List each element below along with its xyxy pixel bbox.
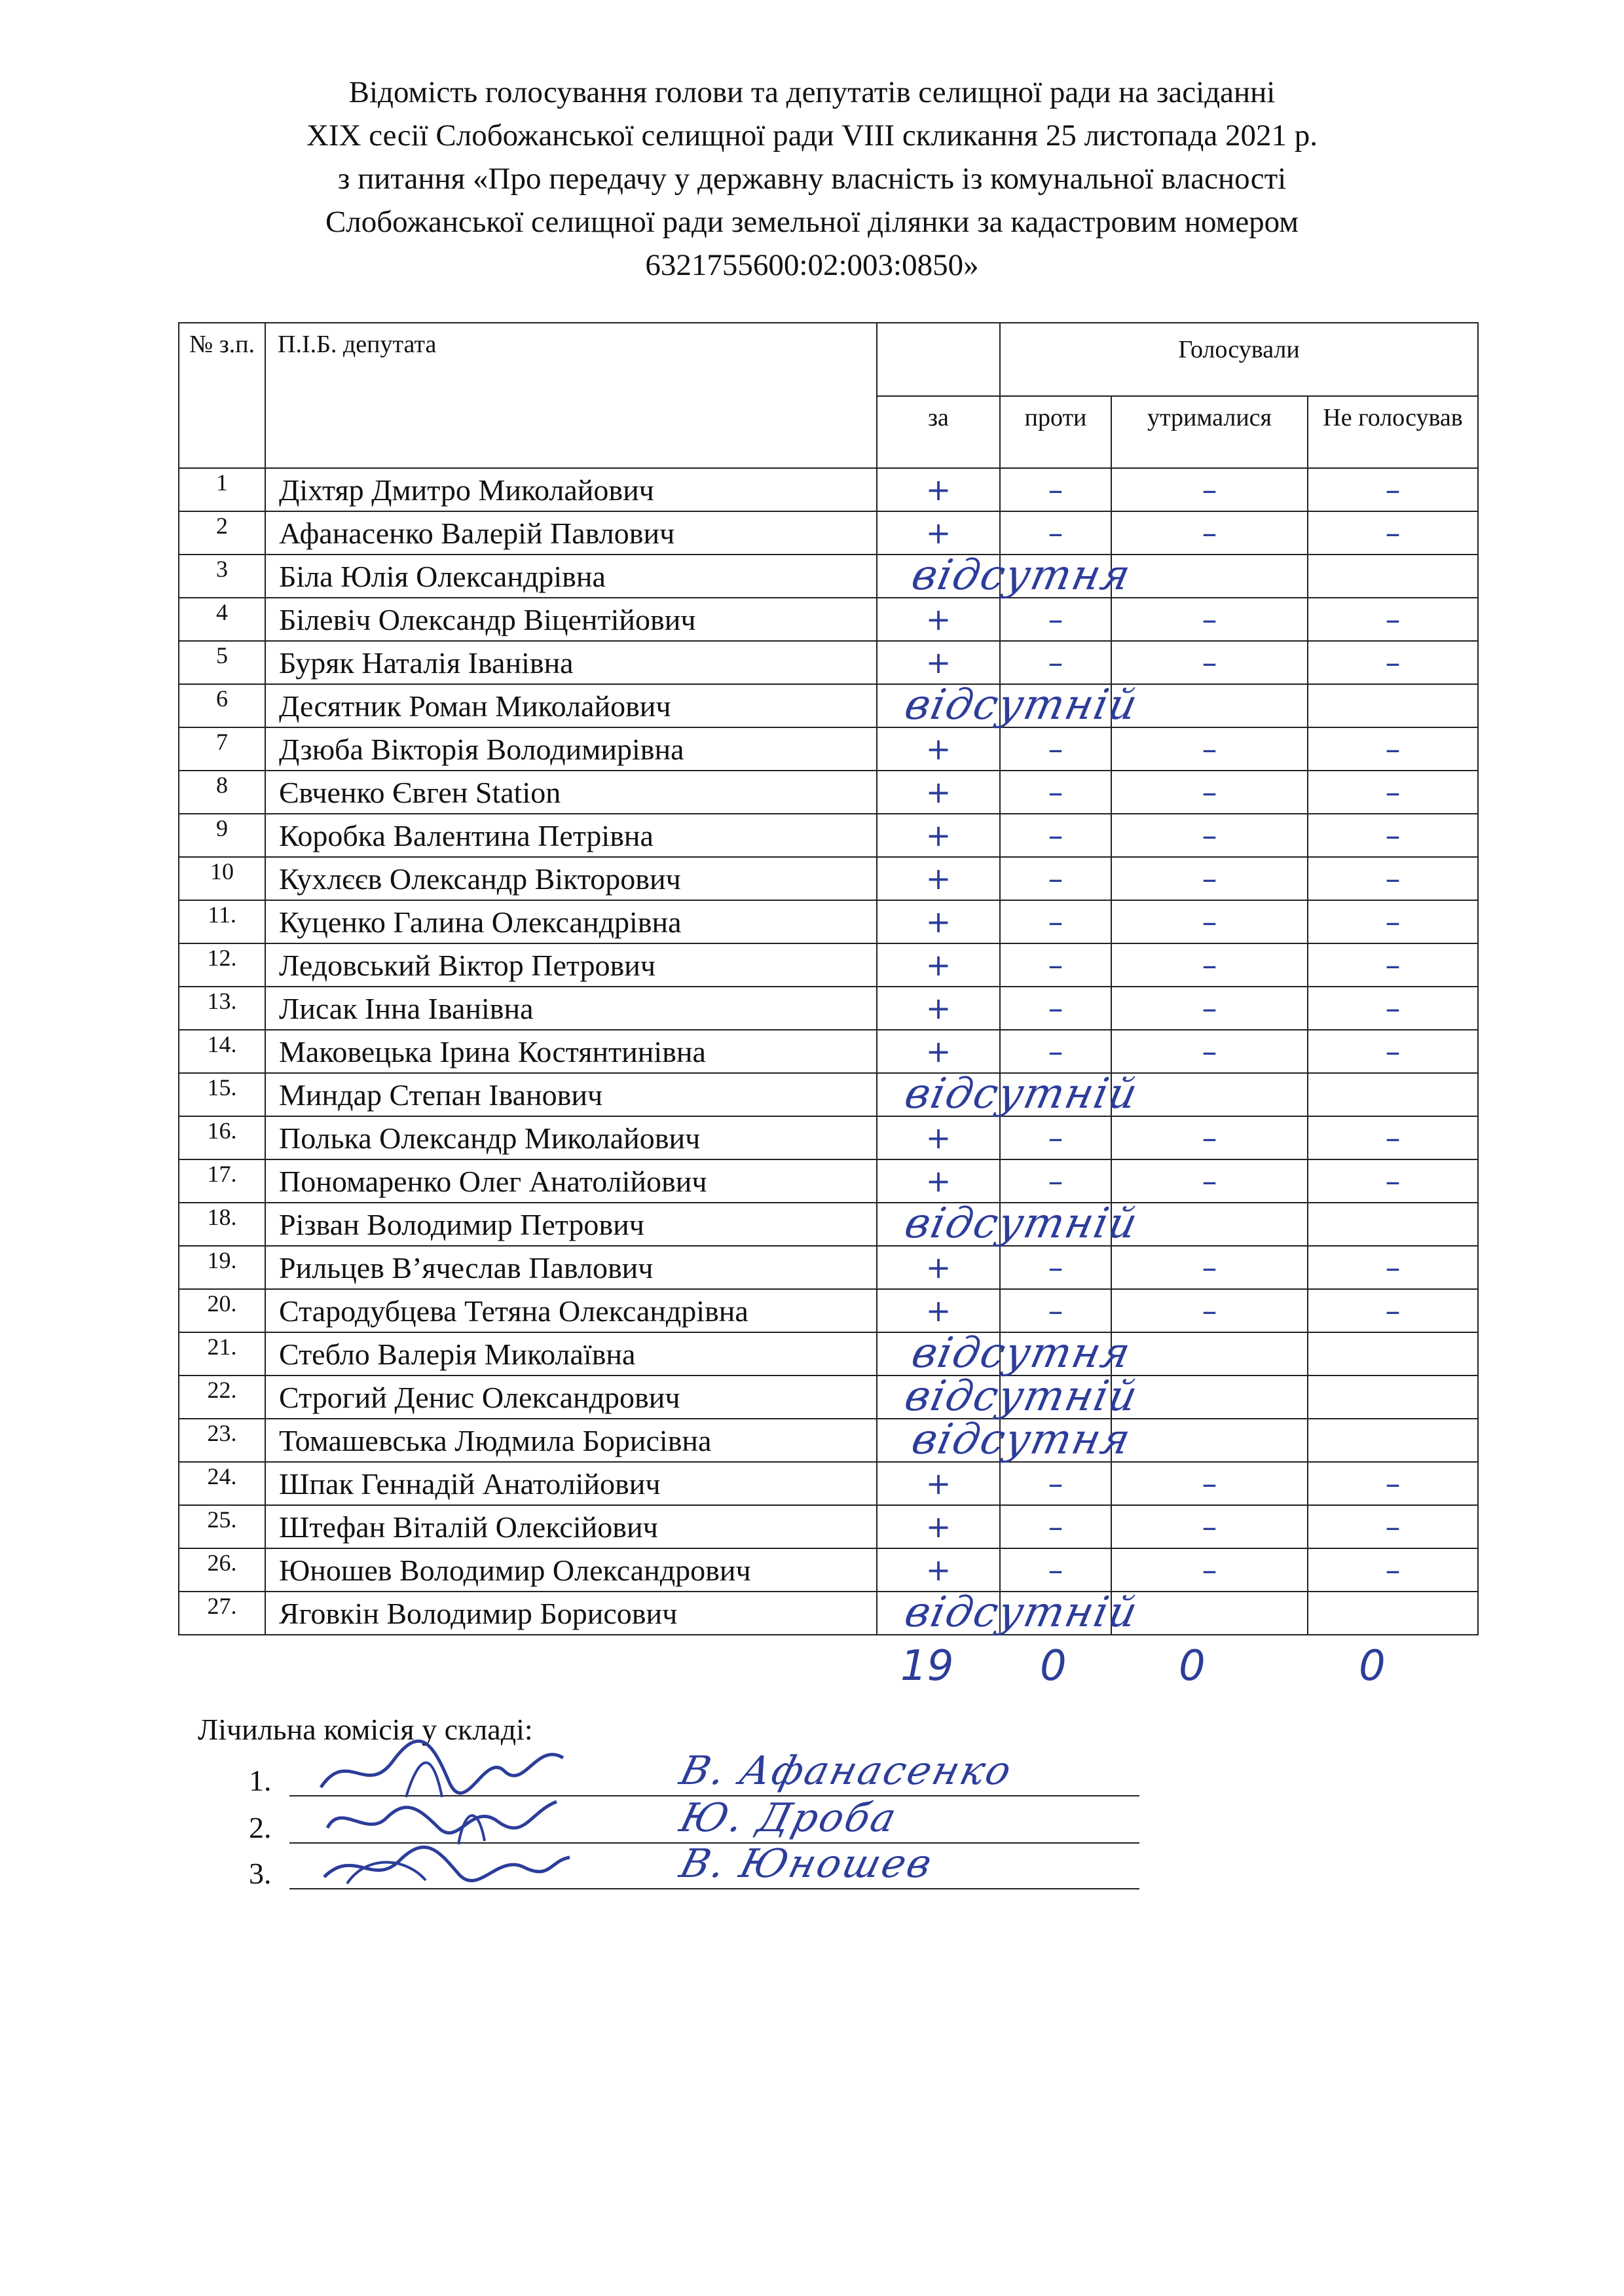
for-mark: +: [877, 1030, 1000, 1073]
against-mark: –: [1000, 468, 1111, 511]
for-mark: +: [877, 857, 1000, 900]
table-row: [179, 468, 1478, 511]
member-name: Ю. Дроба: [675, 1795, 903, 1841]
row-number: 13.: [179, 987, 265, 1030]
row-number: 17.: [179, 1159, 265, 1203]
deputy-name: Штефан Віталій Олексійович: [265, 1505, 877, 1548]
for-mark: +: [877, 1246, 1000, 1289]
against-mark: –: [1000, 814, 1111, 857]
row-number: 11.: [179, 900, 265, 943]
not-voted-mark: –: [1308, 857, 1478, 900]
member-name: В. Юношев: [675, 1841, 938, 1887]
deputy-name: Миндар Степан Іванович: [265, 1073, 877, 1116]
for-mark: +: [877, 1505, 1000, 1548]
row-number: 22.: [179, 1376, 265, 1419]
not-voted-mark: –: [1308, 1246, 1478, 1289]
commission-label: Лічильна комісія у складі:: [198, 1713, 533, 1746]
not-voted-mark: –: [1308, 1462, 1478, 1505]
abstained-mark: –: [1111, 900, 1308, 943]
not-voted-mark: [1308, 1592, 1478, 1635]
header-against: проти: [1000, 396, 1111, 468]
total-against: 0: [1040, 1642, 1067, 1690]
commission-member: [249, 1841, 1139, 1893]
table-row: [179, 1116, 1478, 1159]
handwritten-signature-icon: [308, 1828, 583, 1900]
not-voted-mark: –: [1308, 511, 1478, 555]
deputy-name: Десятник Роман Миколайович: [265, 684, 877, 727]
against-mark: –: [1000, 987, 1111, 1030]
against-mark: –: [1000, 857, 1111, 900]
not-voted-mark: –: [1308, 1289, 1478, 1332]
row-number: 10: [179, 857, 265, 900]
for-mark: +: [877, 1289, 1000, 1332]
row-number: 8: [179, 771, 265, 814]
abstained-mark: –: [1111, 1548, 1308, 1592]
total-for: 19: [900, 1642, 954, 1690]
table-row: [179, 987, 1478, 1030]
against-mark: –: [1000, 511, 1111, 555]
against-mark: –: [1000, 1030, 1111, 1073]
deputy-name: Яговкін Володимир Борисович: [265, 1592, 877, 1635]
absent-note: відсутній: [900, 1372, 1143, 1421]
deputy-name: Юношев Володимир Олександрович: [265, 1548, 877, 1592]
absent-note-cell: [877, 1588, 1143, 1637]
for-mark: +: [877, 900, 1000, 943]
not-voted-mark: –: [1308, 1548, 1478, 1592]
table-row: [179, 727, 1478, 771]
row-number: 1: [179, 468, 265, 511]
deputy-name: Євченко Євген Station: [265, 771, 877, 814]
deputy-name: Рильцев В’ячеслав Павлович: [265, 1246, 877, 1289]
table-row: [179, 1030, 1478, 1073]
abstained-mark: –: [1111, 511, 1308, 555]
header-number: № з.п.: [179, 323, 265, 468]
not-voted-mark: –: [1308, 1159, 1478, 1203]
abstained-mark: –: [1111, 1159, 1308, 1203]
member-name: В. Афанасенко: [675, 1748, 1018, 1794]
row-number: 21.: [179, 1332, 265, 1376]
row-number: 7: [179, 727, 265, 771]
title-line: Відомість голосування голови та депутатів селищної ради на засіданні: [348, 75, 1276, 109]
row-number: 16.: [179, 1116, 265, 1159]
against-mark: –: [1000, 900, 1111, 943]
deputy-name: Маковецька Ірина Костянтинівна: [265, 1030, 877, 1073]
header-abstained: утрималися: [1111, 396, 1308, 468]
deputy-name: Білевіч Олександр Віцентійович: [265, 598, 877, 641]
deputy-name: Біла Юлія Олександрівна: [265, 555, 877, 598]
row-number: 5: [179, 641, 265, 684]
row-number: 14.: [179, 1030, 265, 1073]
deputy-name: Куценко Галина Олександрівна: [265, 900, 877, 943]
deputy-name: Афанасенко Валерій Павлович: [265, 511, 877, 555]
abstained-mark: –: [1111, 943, 1308, 987]
not-voted-mark: –: [1308, 1116, 1478, 1159]
against-mark: –: [1000, 727, 1111, 771]
deputy-name: Лисак Інна Іванівна: [265, 987, 877, 1030]
row-number: 12.: [179, 943, 265, 987]
absent-note: відсутня: [907, 551, 1136, 600]
member-number: 3.: [249, 1857, 272, 1890]
absent-note: відсутня: [907, 1329, 1136, 1377]
title-line: XIX сесії Слобожанської селищної ради VIII скликання 25 листопада 2021 р.: [306, 118, 1318, 153]
total-not-voted: 0: [1359, 1642, 1386, 1690]
document-title: [0, 71, 1624, 287]
row-number: 25.: [179, 1505, 265, 1548]
table-row: [179, 1203, 1478, 1246]
table-row: [179, 1592, 1478, 1635]
header-not-voted: Не голосував: [1308, 396, 1478, 468]
absent-note: відсутня: [907, 1415, 1136, 1464]
against-mark: –: [1000, 1289, 1111, 1332]
deputy-name: Стебло Валерія Миколаївна: [265, 1332, 877, 1376]
abstained-mark: –: [1111, 987, 1308, 1030]
against-mark: –: [1000, 1246, 1111, 1289]
not-voted-mark: [1308, 1332, 1478, 1376]
not-voted-mark: [1308, 555, 1478, 598]
not-voted-mark: [1308, 684, 1478, 727]
for-mark: +: [877, 468, 1000, 511]
title-line: з питання «Про передачу у державну власність із комунальної власності: [337, 162, 1287, 196]
abstained-mark: –: [1111, 1462, 1308, 1505]
not-voted-mark: [1308, 1419, 1478, 1462]
against-mark: –: [1000, 1505, 1111, 1548]
for-mark: +: [877, 641, 1000, 684]
deputy-name: Пономаренко Олег Анатолійович: [265, 1159, 877, 1203]
abstained-mark: –: [1111, 857, 1308, 900]
row-number: 6: [179, 684, 265, 727]
not-voted-mark: [1308, 1073, 1478, 1116]
not-voted-mark: –: [1308, 771, 1478, 814]
row-number: 2: [179, 511, 265, 555]
header-voted: Голосували: [1000, 323, 1478, 396]
table-row: [179, 814, 1478, 857]
table-row: [179, 771, 1478, 814]
table-row: [179, 857, 1478, 900]
for-mark: +: [877, 727, 1000, 771]
not-voted-mark: –: [1308, 727, 1478, 771]
table-row: [179, 1419, 1478, 1462]
abstained-mark: –: [1111, 1030, 1308, 1073]
for-mark: +: [877, 1462, 1000, 1505]
table-row: [179, 900, 1478, 943]
header-empty-cell: [877, 323, 1000, 396]
deputy-name: Строгий Денис Олександрович: [265, 1376, 877, 1419]
absent-note-cell: [877, 1199, 1143, 1248]
title-line: Слобожанської селищної ради земельної ділянки за кадастровим номером: [325, 205, 1299, 239]
table-row: [179, 1073, 1478, 1116]
row-number: 19.: [179, 1246, 265, 1289]
not-voted-mark: –: [1308, 641, 1478, 684]
voting-table: [178, 322, 1479, 1635]
for-mark: +: [877, 814, 1000, 857]
for-mark: +: [877, 598, 1000, 641]
absent-note-cell: [877, 1415, 1136, 1464]
table-row: [179, 1159, 1478, 1203]
abstained-mark: –: [1111, 1289, 1308, 1332]
row-number: 4: [179, 598, 265, 641]
deputy-name: Ледовський Віктор Петрович: [265, 943, 877, 987]
against-mark: –: [1000, 1462, 1111, 1505]
deputy-name: Полька Олександр Миколайович: [265, 1116, 877, 1159]
title-line: 6321755600:02:003:0850»: [645, 248, 979, 282]
header-for: за: [877, 396, 1000, 468]
table-row: [179, 1289, 1478, 1332]
table-row: [179, 943, 1478, 987]
abstained-mark: –: [1111, 468, 1308, 511]
table-row: [179, 1462, 1478, 1505]
absent-note-cell: [877, 1329, 1136, 1377]
for-mark: +: [877, 1159, 1000, 1203]
row-number: 27.: [179, 1592, 265, 1635]
against-mark: –: [1000, 1548, 1111, 1592]
deputy-name: Буряк Наталія Іванівна: [265, 641, 877, 684]
deputy-name: Шпак Геннадій Анатолійович: [265, 1462, 877, 1505]
absent-note: відсутній: [900, 681, 1143, 729]
deputy-name: Різван Володимир Петрович: [265, 1203, 877, 1246]
not-voted-mark: –: [1308, 1030, 1478, 1073]
table-row: [179, 1332, 1478, 1376]
abstained-mark: –: [1111, 814, 1308, 857]
for-mark: +: [877, 511, 1000, 555]
abstained-mark: –: [1111, 1246, 1308, 1289]
abstained-mark: –: [1111, 641, 1308, 684]
table-row: [179, 684, 1478, 727]
not-voted-mark: –: [1308, 468, 1478, 511]
absent-note-cell: [877, 1372, 1143, 1421]
row-number: 24.: [179, 1462, 265, 1505]
against-mark: –: [1000, 1159, 1111, 1203]
absent-note-cell: [877, 1070, 1143, 1118]
total-abstained: 0: [1179, 1642, 1206, 1690]
member-number: 1.: [249, 1764, 272, 1797]
table-row: [179, 641, 1478, 684]
deputy-name: Дзюба Вікторія Володимирівна: [265, 727, 877, 771]
for-mark: +: [877, 1548, 1000, 1592]
against-mark: –: [1000, 1116, 1111, 1159]
row-number: 18.: [179, 1203, 265, 1246]
abstained-mark: –: [1111, 1116, 1308, 1159]
against-mark: –: [1000, 771, 1111, 814]
row-number: 20.: [179, 1289, 265, 1332]
not-voted-mark: –: [1308, 598, 1478, 641]
not-voted-mark: –: [1308, 900, 1478, 943]
row-number: 3: [179, 555, 265, 598]
not-voted-mark: –: [1308, 943, 1478, 987]
deputy-name: Коробка Валентина Петрівна: [265, 814, 877, 857]
deputy-name: Кухлєєв Олександр Вікторович: [265, 857, 877, 900]
against-mark: –: [1000, 943, 1111, 987]
row-number: 15.: [179, 1073, 265, 1116]
abstained-mark: –: [1111, 771, 1308, 814]
row-number: 26.: [179, 1548, 265, 1592]
for-mark: +: [877, 987, 1000, 1030]
not-voted-mark: –: [1308, 987, 1478, 1030]
against-mark: –: [1000, 598, 1111, 641]
row-number: 9: [179, 814, 265, 857]
header-name: П.І.Б. депутата: [265, 323, 877, 468]
table-row: [179, 511, 1478, 555]
deputy-name: Діхтяр Дмитро Миколайович: [265, 468, 877, 511]
table-row: [179, 1376, 1478, 1419]
absent-note: відсутній: [900, 1070, 1143, 1118]
not-voted-mark: [1308, 1203, 1478, 1246]
not-voted-mark: –: [1308, 1505, 1478, 1548]
against-mark: –: [1000, 641, 1111, 684]
abstained-mark: –: [1111, 727, 1308, 771]
absent-note: відсутній: [900, 1588, 1143, 1637]
deputy-name: Томашевська Людмила Борисівна: [265, 1419, 877, 1462]
table-row: [179, 1246, 1478, 1289]
absent-note-cell: [877, 551, 1136, 600]
for-mark: +: [877, 1116, 1000, 1159]
deputy-name: Стародубцева Тетяна Олександрівна: [265, 1289, 877, 1332]
absent-note-cell: [877, 681, 1143, 729]
voting-rows: [179, 468, 1478, 1635]
not-voted-mark: –: [1308, 814, 1478, 857]
row-number: 23.: [179, 1419, 265, 1462]
abstained-mark: –: [1111, 1505, 1308, 1548]
for-mark: +: [877, 771, 1000, 814]
table-row: [179, 555, 1478, 598]
absent-note: відсутній: [900, 1199, 1143, 1248]
member-number: 2.: [249, 1811, 272, 1844]
abstained-mark: –: [1111, 598, 1308, 641]
not-voted-mark: [1308, 1376, 1478, 1419]
table-row: [179, 1505, 1478, 1548]
table-row: [179, 598, 1478, 641]
table-row: [179, 1548, 1478, 1592]
for-mark: +: [877, 943, 1000, 987]
